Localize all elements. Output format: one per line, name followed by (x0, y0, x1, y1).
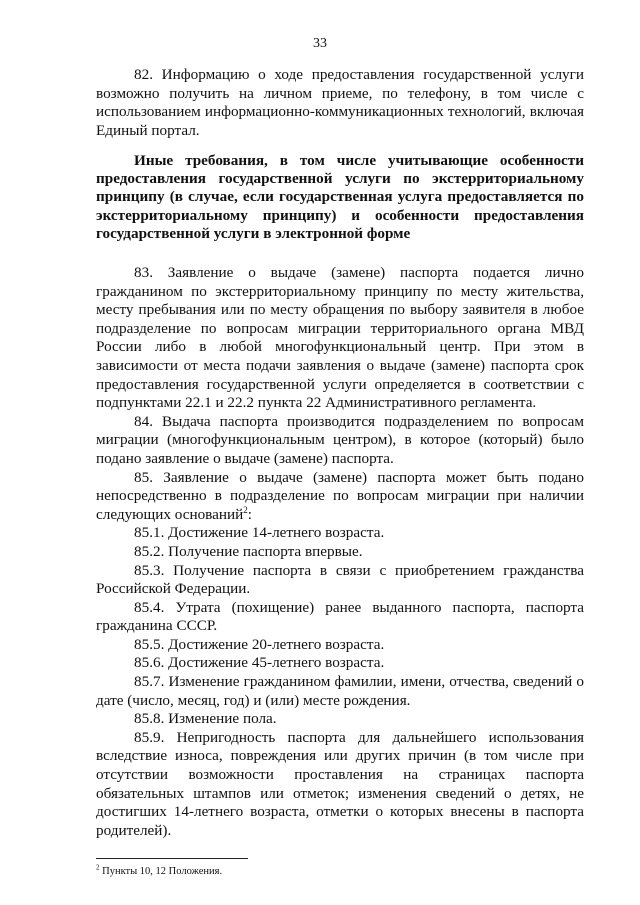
list-item-85-3: 85.3. Получение паспорта в связи с приобретением гражданства Российской Федерации. (96, 561, 584, 598)
paragraph-85-text: 85. Заявление о выдаче (замене) паспорта может быть подано непосредственно в подразделение по вопросам миграции при наличии следующих оснований (96, 468, 584, 523)
footnote-reference[interactable]: 2 (243, 504, 248, 515)
list-item-85-6: 85.6. Достижение 45-летнего возраста. (134, 654, 385, 672)
list-item-85-9: 85.9. Непригодность паспорта для дальнейшего использования вследствие износа, повреждения или других причин (в том числе при отсутствии возможности проставления на страницах паспорта обязательных штампов или отметок; изменения сведений о детях, не достигших 14-летнего возраста, отметки о которых внесены в паспорта родителей). (96, 728, 584, 839)
list-item-85-8: 85.8. Изменение пола. (134, 710, 277, 728)
footnote-divider (96, 858, 248, 859)
section-heading: Иные требования, в том числе учитывающие особенности предоставления государственной услуги по экстерриториальному принципу (в случае, если государственная услуга предоставляется по экстерриториальному принципу) и особенности предоставления государственной услуги в электронной форме (96, 152, 584, 242)
paragraph-82: 82. Информацию о ходе предоставления государственной услуги возможно получить на личном приеме, по телефону, в том числе с использованием информационно-коммуникационных технологий, включая Единый портал. (96, 66, 584, 139)
list-item-85-4: 85.4. Утрата (похищение) ранее выданного паспорта, паспорта гражданина СССР. (96, 598, 584, 635)
paragraph-85 (96, 469, 584, 525)
page-number: 33 (313, 36, 327, 51)
paragraph-83: 83. Заявление о выдаче (замене) паспорта подается лично гражданином по экстерриториальному принципу по месту жительства, месту пребывания или по месту обращения по выбору заявителя в любое подразделение по вопросам миграции территориального органа МВД России либо в любой многофункциональный центр. При этом в зависимости от места подачи заявления о выдаче (замене) паспорта срок предоставления государственной услуги определяется в соответствии с подпунктами 22.1 и 22.2 пункта 22 Административного регламента. (96, 264, 584, 412)
list-item-85-2: 85.2. Получение паспорта впервые. (134, 542, 363, 560)
paragraph-84: 84. Выдача паспорта производится подразделением по вопросам миграции (многофункциональным центром), в которое (который) было подано заявление о выдаче (замене) паспорта. (96, 412, 584, 467)
footnote-text: Пункты 10, 12 Положения. (99, 866, 223, 877)
footnote-marker: 2 (96, 863, 100, 872)
footnote (96, 863, 223, 878)
text-block-main (96, 264, 584, 840)
text-block-top (96, 66, 584, 140)
list-item-85-1: 85.1. Достижение 14-летнего возраста. (134, 524, 385, 542)
list-item-85-5: 85.5. Достижение 20-летнего возраста. (134, 635, 385, 653)
list-item-85-7: 85.7. Изменение гражданином фамилии, имени, отчества, сведений о дате (число, месяц, год) и (или) месте рождения. (96, 673, 584, 709)
paragraph-85-end: : (247, 505, 253, 523)
